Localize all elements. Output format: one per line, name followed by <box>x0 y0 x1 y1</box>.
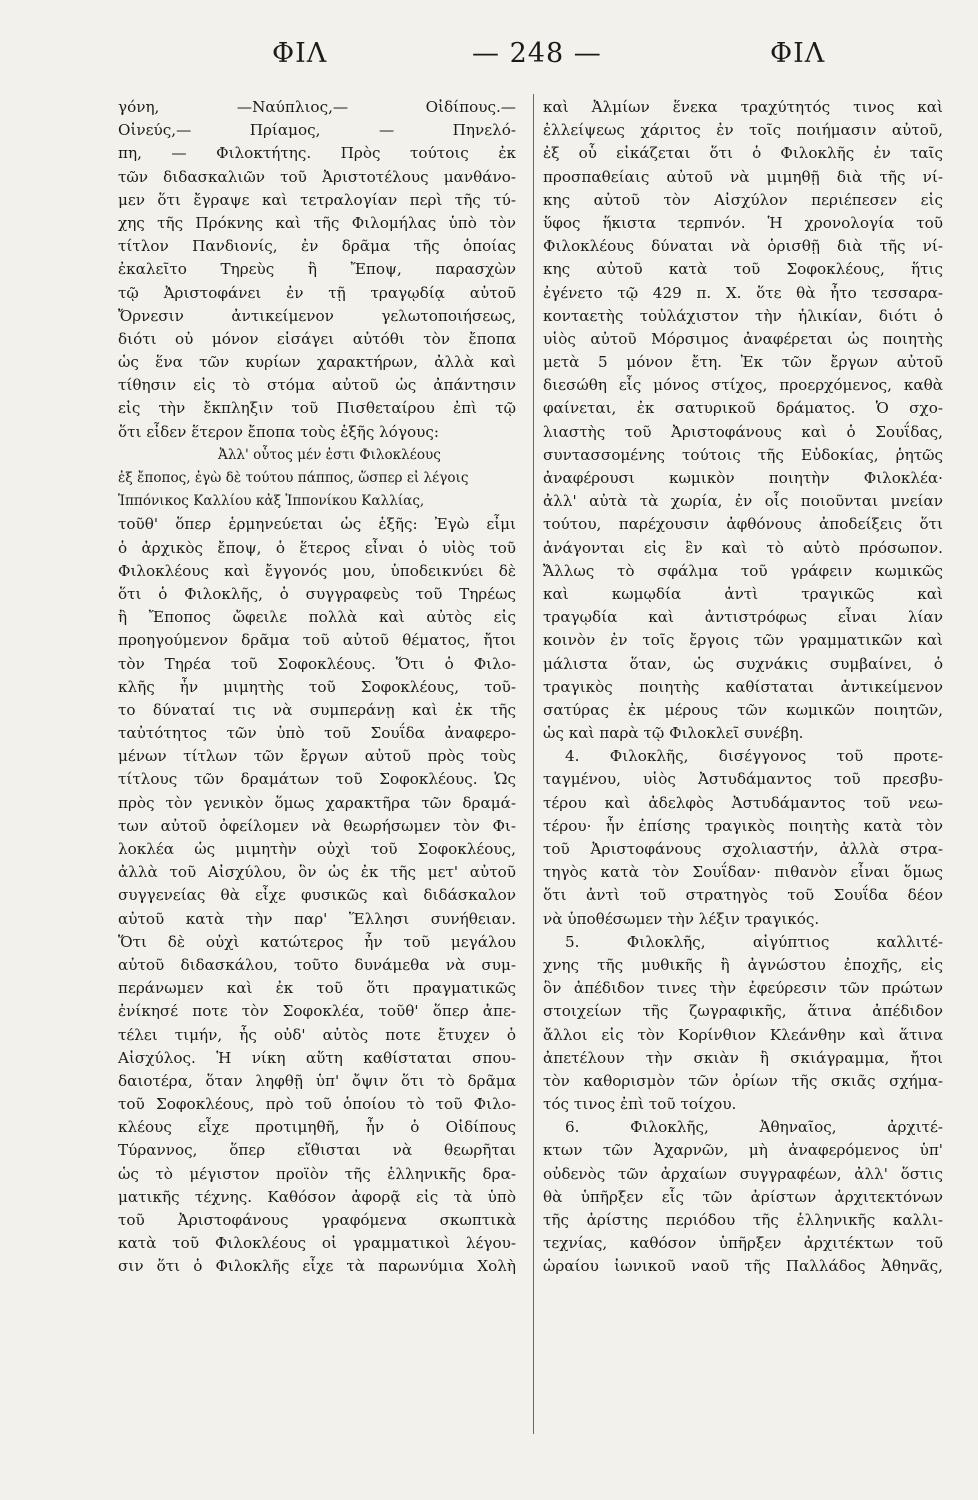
text-line: τραγῳδία καὶ ἀντιστρόφως εἶναι λίαν <box>543 608 943 627</box>
text-line: τέλει τιμήν, ἧς οὐδ' αὐτὸς ποτε ἔτυχεν ὁ <box>118 1025 516 1044</box>
left-column <box>118 96 516 1279</box>
text-line: ἀπετέλουν τὴν σκιὰν ἢ σκιάγραμμα, ἤτοι <box>543 1048 943 1067</box>
text-line: ὡς ἕνα τῶν κυρίων χαρακτήρων, ἀλλὰ καὶ <box>118 353 516 372</box>
text-line: μεν ὅτι ἔγραψε καὶ τετραλογίαν περὶ τῆς τύ- <box>118 190 516 209</box>
verse-line: ἐξ ἔποπος, ἐγὼ δὲ τούτου πάππος, ὥσπερ εἰ λέγοις <box>118 470 469 486</box>
verse-line: Ἀλλ' οὗτος μέν ἐστι Φιλοκλέους <box>218 446 441 463</box>
text-line: τοῦ Σοφοκλέους, πρὸ τοῦ ὁποίου τὸ τοῦ Φιλο- <box>118 1095 516 1114</box>
text-line: κοινὸν ἐν τοῖς ἔργοις τῶν γραμματικῶν καὶ <box>543 631 943 650</box>
text-line: Ὄρνεσιν ἀντικείμενον γελωτοποιήσεως, <box>118 306 516 325</box>
text-line: κης αὐτοῦ κατὰ τοῦ Σοφοκλέους, ἥτις <box>543 260 943 279</box>
text-line: μένων τίτλων τῶν ἔργων αὐτοῦ πρὸς τοὺς <box>118 747 516 766</box>
text-line: τὸν Τηρέα τοῦ Σοφοκλέους. Ὅτι ὁ Φιλο- <box>118 654 516 673</box>
text-line: συντασσομένης τούτοις τῆς Εὐδοκίας, ῥητῶς <box>543 445 943 464</box>
text-line: ὁ ἀρχικὸς ἔποψ, ὁ ἕτερος εἶναι ὁ υἱὸς τοῦ <box>118 538 516 557</box>
text-line: αὐτοῦ διδασκάλου, τοῦτο δυνάμεθα νὰ συμ- <box>118 955 516 974</box>
text-line: προηγούμενον δρᾶμα τοῦ αὐτοῦ θέματος, ἤτοι <box>118 631 516 650</box>
text-line: υἱὸς αὐτοῦ Μόρσιμος ἀναφέρεται ὡς ποιητὴς <box>543 329 943 348</box>
text-line: ἀλλ' αὐτὰ τὰ χωρία, ἐν οἷς ποιοῦνται μνείαν <box>543 492 943 511</box>
text-line: ἐλλείψεως χάριτος ἐν τοῖς ποιήμασιν αὐτοῦ, <box>543 121 943 140</box>
text-line: Τύραννος, ὅπερ εἴθισται νὰ θεωρῆται <box>118 1141 516 1160</box>
running-head-left: ΦΙΛ <box>272 38 328 69</box>
text-line: τεχνίας, καθόσον ὑπῆρξεν ἀρχιτέκτων τοῦ <box>543 1234 943 1253</box>
text-line: τός τινος ἐπὶ τοῦ τοίχου. <box>543 1095 737 1114</box>
text-line: ἀλλὰ τοῦ Αἰσχύλου, ὃν ὡς ἐκ τῆς μετ' αὐτοῦ <box>118 863 516 882</box>
text-line: δαιοτέρα, ὅταν ληφθῇ ὑπ' ὄψιν ὅτι τὸ δρᾶμα <box>118 1071 516 1090</box>
text-line: χνης τῆς μυθικῆς ἢ ἀγνώστου ἐποχῆς, εἰς <box>543 955 943 974</box>
text-line: θὰ ὑπῆρξεν εἷς τῶν ἀρίστων ἀρχιτεκτόνων <box>543 1187 943 1206</box>
text-line: ὕφος ἥκιστα τερπνόν. Ἡ χρονολογία τοῦ <box>543 213 943 232</box>
text-line: ἀνάγονται εἰς ἓν καὶ τὸ αὐτὸ πρόσωπον. <box>543 538 943 557</box>
text-line: ματικῆς τέχνης. Καθόσον ἀφορᾷ εἰς τὰ ὑπὸ <box>118 1187 516 1206</box>
text-line: ὡραίου ἰωνικοῦ ναοῦ τῆς Παλλάδος Ἀθηνᾶς, <box>543 1257 943 1276</box>
text-line: τῆς ἀρίστης περιόδου τῆς ἑλληνικῆς καλλι- <box>543 1211 943 1229</box>
text-line: οὐδενὸς τῶν ἀρχαίων συγγραφέων, ἀλλ' ὅστις <box>543 1164 943 1183</box>
text-line: στοιχείων τῆς ζωγραφικῆς, ἅτινα ἀπέδιδον <box>543 1002 943 1021</box>
text-line: καὶ κωμῳδία ἀντὶ τραγικῶς καὶ <box>543 584 943 603</box>
text-line: κλέους εἶχε προτιμηθῆ, ἦν ὁ Οἰδίπους <box>118 1118 516 1137</box>
text-line: 5. Φιλοκλῆς, αἰγύπτιος καλλιτέ- <box>565 932 943 951</box>
text-line: των αὐτοῦ ὀφείλομεν νὰ θεωρήσωμεν τὸν Φι- <box>118 816 516 835</box>
text-line: διότι οὐ μόνον εἰσάγει αὐτόθι τὸν ἔποπα <box>118 329 516 348</box>
text-line: τίτλους τῶν δραμάτων τοῦ Σοφοκλέους. Ὡς <box>118 770 516 789</box>
text-line: ὅτι εἶδεν ἕτερον ἔποπα τοὺς ἑξῆς λόγους: <box>118 422 440 441</box>
text-line: τίτλον Πανδιονίς, ἐν δρᾶμα τῆς ὁποίας <box>118 237 516 256</box>
text-line: φαίνεται, ἐκ σατυρικοῦ δράματος. Ὁ σχο- <box>543 399 943 418</box>
page-number: — 248 — <box>472 38 602 69</box>
text-line: νὰ ὑποθέσωμεν τὴν λέξιν τραγικός. <box>543 909 820 928</box>
text-line: μάλιστα ὅταν, ὡς συχνάκις συμβαίνει, ὁ <box>543 654 943 673</box>
text-line: κης αὐτοῦ τὸν Αἰσχύλον περιέπεσεν εἰς <box>543 190 943 209</box>
text-line: τηγὸς κατὰ τὸν Σουΐδαν· πιθανὸν εἶναι ὅμως <box>543 863 943 882</box>
text-line: ἀναφέρουσι κωμικὸν ποιητὴν Φιλοκλέα· <box>543 469 943 487</box>
running-head-right: ΦΙΛ <box>770 38 826 69</box>
text-line: σιν ὅτι ὁ Φιλοκλῆς εἶχε τὰ παρωνύμια Χολὴ <box>118 1257 516 1276</box>
text-line: τῶν διδασκαλιῶν τοῦ Ἀριστοτέλους μανθάνο- <box>118 167 516 186</box>
text-line: καὶ Ἀλμίων ἕνεκα τραχύτητός τινος καὶ <box>543 98 943 116</box>
text-line: Φιλοκλέους καὶ ἔγγονός μου, ὑποδεικνύει δὲ <box>118 561 516 580</box>
text-line: λιαστὴς τοῦ Ἀριστοφάνους καὶ ὁ Σουΐδας, <box>543 422 943 441</box>
column-divider <box>533 94 534 1434</box>
text-line: πρὸς τὸν γενικὸν ὅμως χαρακτῆρα τῶν δραμά- <box>118 793 516 812</box>
text-line: κονταετὴς τοὐλάχιστον τὴν ἡλικίαν, διότι ὁ <box>543 306 943 325</box>
text-line: Οἰνεύς,— Πρίαμος, — Πηνελό- <box>118 121 516 140</box>
text-line: τραγικὸς ποιητὴς καθίσταται ἀντικείμενον <box>543 677 943 696</box>
text-line: λοκλέα ὡς μιμητὴν οὐχὶ τοῦ Σοφοκλέους, <box>118 840 516 858</box>
text-line: 4. Φιλοκλῆς, δισέγγονος τοῦ προτε- <box>565 747 943 766</box>
text-line: κτων τῶν Ἀχαρνῶν, μὴ ἀναφερόμενος ὑπ' <box>543 1141 943 1160</box>
text-line: χης τῆς Πρόκνης καὶ τῆς Φιλομήλας ὑπὸ τὸν <box>118 213 516 232</box>
text-line: τούτου, παρέχουσιν ἀφθόνους ἀποδείξεις ὅτι <box>543 515 943 534</box>
text-line: Ὅτι δὲ οὐχὶ κατώτερος ἦν τοῦ μεγάλου <box>118 932 516 951</box>
text-line: Φιλοκλέους δύναται νὰ ὁρισθῇ διὰ τῆς νί- <box>543 237 943 256</box>
text-line: ὅτι ἀντὶ τοῦ στρατηγὸς τοῦ Σουΐδα δέον <box>543 886 943 905</box>
text-line: γόνη, —Ναύπλιος,— Οἰδίπους.— <box>118 98 516 116</box>
right-column <box>543 96 943 1279</box>
text-line: ἄλλοι εἰς τὸν Κορίνθιον Κλεάνθην καὶ ἅτινα <box>543 1025 943 1044</box>
text-line: ἢ Ἔποπος ὤφειλε πολλὰ καὶ αὐτὸς εἰς <box>118 608 516 627</box>
text-line: πη, — Φιλοκτήτης. Πρὸς τούτοις ἐκ <box>118 144 516 163</box>
page-header <box>0 38 978 88</box>
text-line: ὃν ἀπέδιδον τινες τὴν ἐφεύρεσιν τῶν πρώτων <box>543 979 943 998</box>
text-line: τῷ Ἀριστοφάνει ἐν τῇ τραγῳδίᾳ αὐτοῦ <box>118 283 516 302</box>
text-line: τὸν καθορισμὸν τῶν ὁρίων τῆς σκιᾶς σχήμα- <box>543 1071 943 1090</box>
text-line: σατύρας ἐκ μέρους τῶν κωμικῶν ποιητῶν, <box>543 700 943 719</box>
text-line: ἐξ οὗ εἰκάζεται ὅτι ὁ Φιλοκλῆς ἐν ταῖς <box>543 144 943 163</box>
text-line: τέρου καὶ ἀδελφὸς Ἀστυδάμαντος τοῦ νεω- <box>543 793 943 812</box>
text-line: τοῦ Ἀριστοφάνους σχολιαστήν, ἀλλὰ στρα- <box>543 840 943 858</box>
text-line: ὡς τὸ μέγιστον προϊὸν τῆς ἑλληνικῆς δρα- <box>118 1164 516 1183</box>
text-line: ἐνίκησέ ποτε τὸν Σοφοκλέα, τοῦθ' ὅπερ ἀπε- <box>118 1002 516 1021</box>
text-line: διεσώθη εἷς μόνος στίχος, προερχόμενος, καθὰ <box>543 376 943 395</box>
text-line: προσπαθείαις αὐτοῦ νὰ μιμηθῇ διὰ τῆς νί- <box>543 167 943 186</box>
text-line: το δύναταί τις νὰ συμπεράνῃ καὶ ἐκ τῆς <box>118 700 516 719</box>
text-line: τοῦθ' ὅπερ ἑρμηνεύεται ὡς ἑξῆς: Ἐγὼ εἶμι <box>118 515 516 534</box>
text-line: τοῦ Ἀριστοφάνους γραφόμενα σκωπτικὰ <box>118 1211 516 1229</box>
text-line: ὅτι ὁ Φιλοκλῆς, ὁ συγγραφεὺς τοῦ Τηρέως <box>118 584 516 603</box>
verse-line: Ἱππόνικος Καλλίου κἀξ Ἱππονίκου Καλλίας, <box>118 493 425 510</box>
text-line: εἰς τὴν ἔκπληξιν τοῦ Πισθεταίρου ἐπὶ τῷ <box>118 399 516 418</box>
text-line: ταγμένου, υἱὸς Ἀστυδάμαντος τοῦ πρεσβυ- <box>543 770 943 789</box>
text-line: τέρου· ἦν ἐπίσης τραγικὸς ποιητὴς κατὰ τὸν <box>543 816 943 835</box>
text-line: περάνωμεν καὶ ἐκ τοῦ ὅτι πραγματικῶς <box>118 979 516 998</box>
text-line: ἐγένετο τῷ 429 π. Χ. ὅτε θὰ ἦτο τεσσαρα- <box>543 283 943 302</box>
text-line: τίθησιν εἰς τὸ στόμα αὐτοῦ ὡς ἀπάντησιν <box>118 376 516 395</box>
text-line: 6. Φιλοκλῆς, Ἀθηναῖος, ἀρχιτέ- <box>565 1118 943 1137</box>
text-line: αὐτοῦ κατὰ τὴν παρ' Ἕλλησι συνήθειαν. <box>118 909 516 928</box>
text-line: κλῆς ἦν μιμητὴς τοῦ Σοφοκλέους, τοῦ- <box>118 677 516 696</box>
text-line: συγγενείας θὰ εἶχε φυσικῶς καὶ διδάσκαλον <box>118 886 516 905</box>
text-line: Αἰσχύλος. Ἡ νίκη αὕτη καθίσταται σπου- <box>118 1048 516 1067</box>
text-line: κατὰ τοῦ Φιλοκλέους οἱ γραμματικοὶ λέγου- <box>118 1234 516 1253</box>
text-line: ταὐτότητος τῶν ὑπὸ τοῦ Σουΐδα ἀναφερο- <box>118 724 516 743</box>
text-line: ἐκαλεῖτο Τηρεὺς ἢ Ἔποψ, παρασχὼν <box>118 260 516 279</box>
text-line: ὡς καὶ παρὰ τῷ Φιλοκλεῖ συνέβη. <box>543 724 804 743</box>
text-line: μετὰ 5 μόνον ἔτη. Ἐκ τῶν ἔργων αὐτοῦ <box>543 353 943 372</box>
text-line: Ἄλλως τὸ σφάλμα τοῦ γράφειν κωμικῶς <box>543 561 943 580</box>
